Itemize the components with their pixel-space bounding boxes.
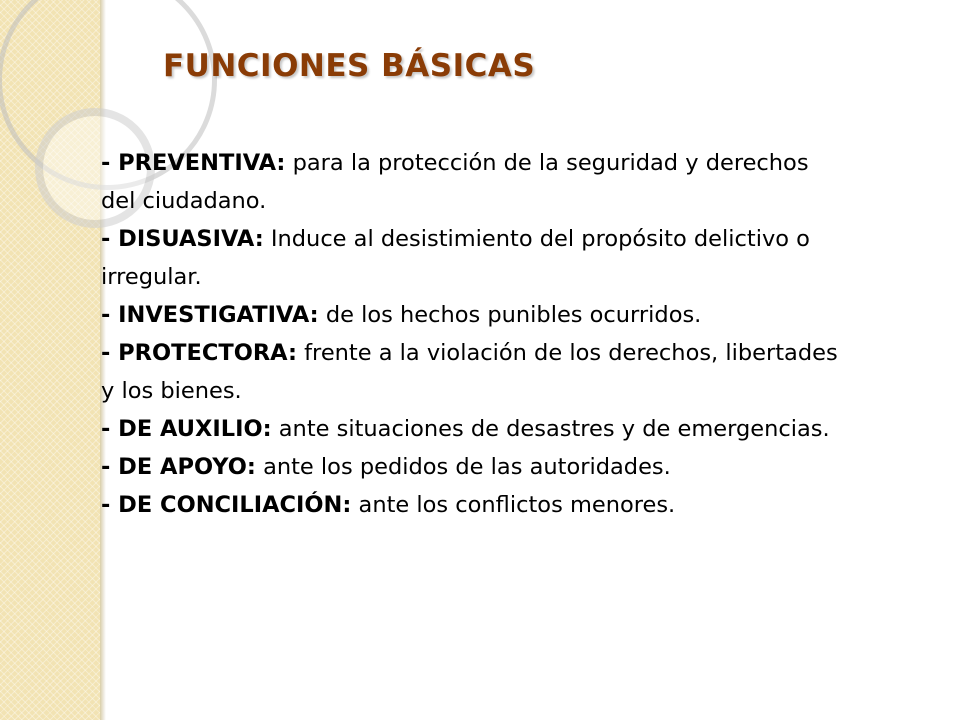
function-item-investigativa [101, 296, 841, 334]
function-term: - DE AUXILIO: [101, 416, 272, 442]
function-description: ante los pedidos de las autoridades. [263, 454, 671, 480]
function-item-auxilio [101, 410, 841, 448]
function-term: - DE CONCILIACIÓN: [101, 492, 352, 518]
function-description: ante situaciones de desastres y de emergencias. [278, 416, 830, 442]
function-description: Induce al desistimiento del propósito delictivo o irregular. [101, 226, 810, 290]
function-item-disuasiva [101, 220, 841, 296]
function-term: - INVESTIGATIVA: [101, 302, 319, 328]
function-item-preventiva [101, 144, 841, 220]
function-description: frente a la violación de los derechos, libertades y los bienes. [101, 340, 838, 404]
function-item-protectora [101, 334, 841, 410]
function-term: - PROTECTORA: [101, 340, 297, 366]
slide-title: FUNCIONES BÁSICAS [163, 48, 536, 84]
function-item-conciliacion [101, 486, 841, 524]
function-description: de los hechos punibles ocurridos. [325, 302, 702, 328]
functions-list [101, 144, 841, 524]
function-item-apoyo [101, 448, 841, 486]
function-term: - DE APOYO: [101, 454, 256, 480]
function-term: - PREVENTIVA: [101, 150, 286, 176]
function-description: ante los conflictos menores. [358, 492, 676, 518]
function-term: - DISUASIVA: [101, 226, 264, 252]
function-description: para la protección de la seguridad y derechos del ciudadano. [101, 150, 809, 214]
